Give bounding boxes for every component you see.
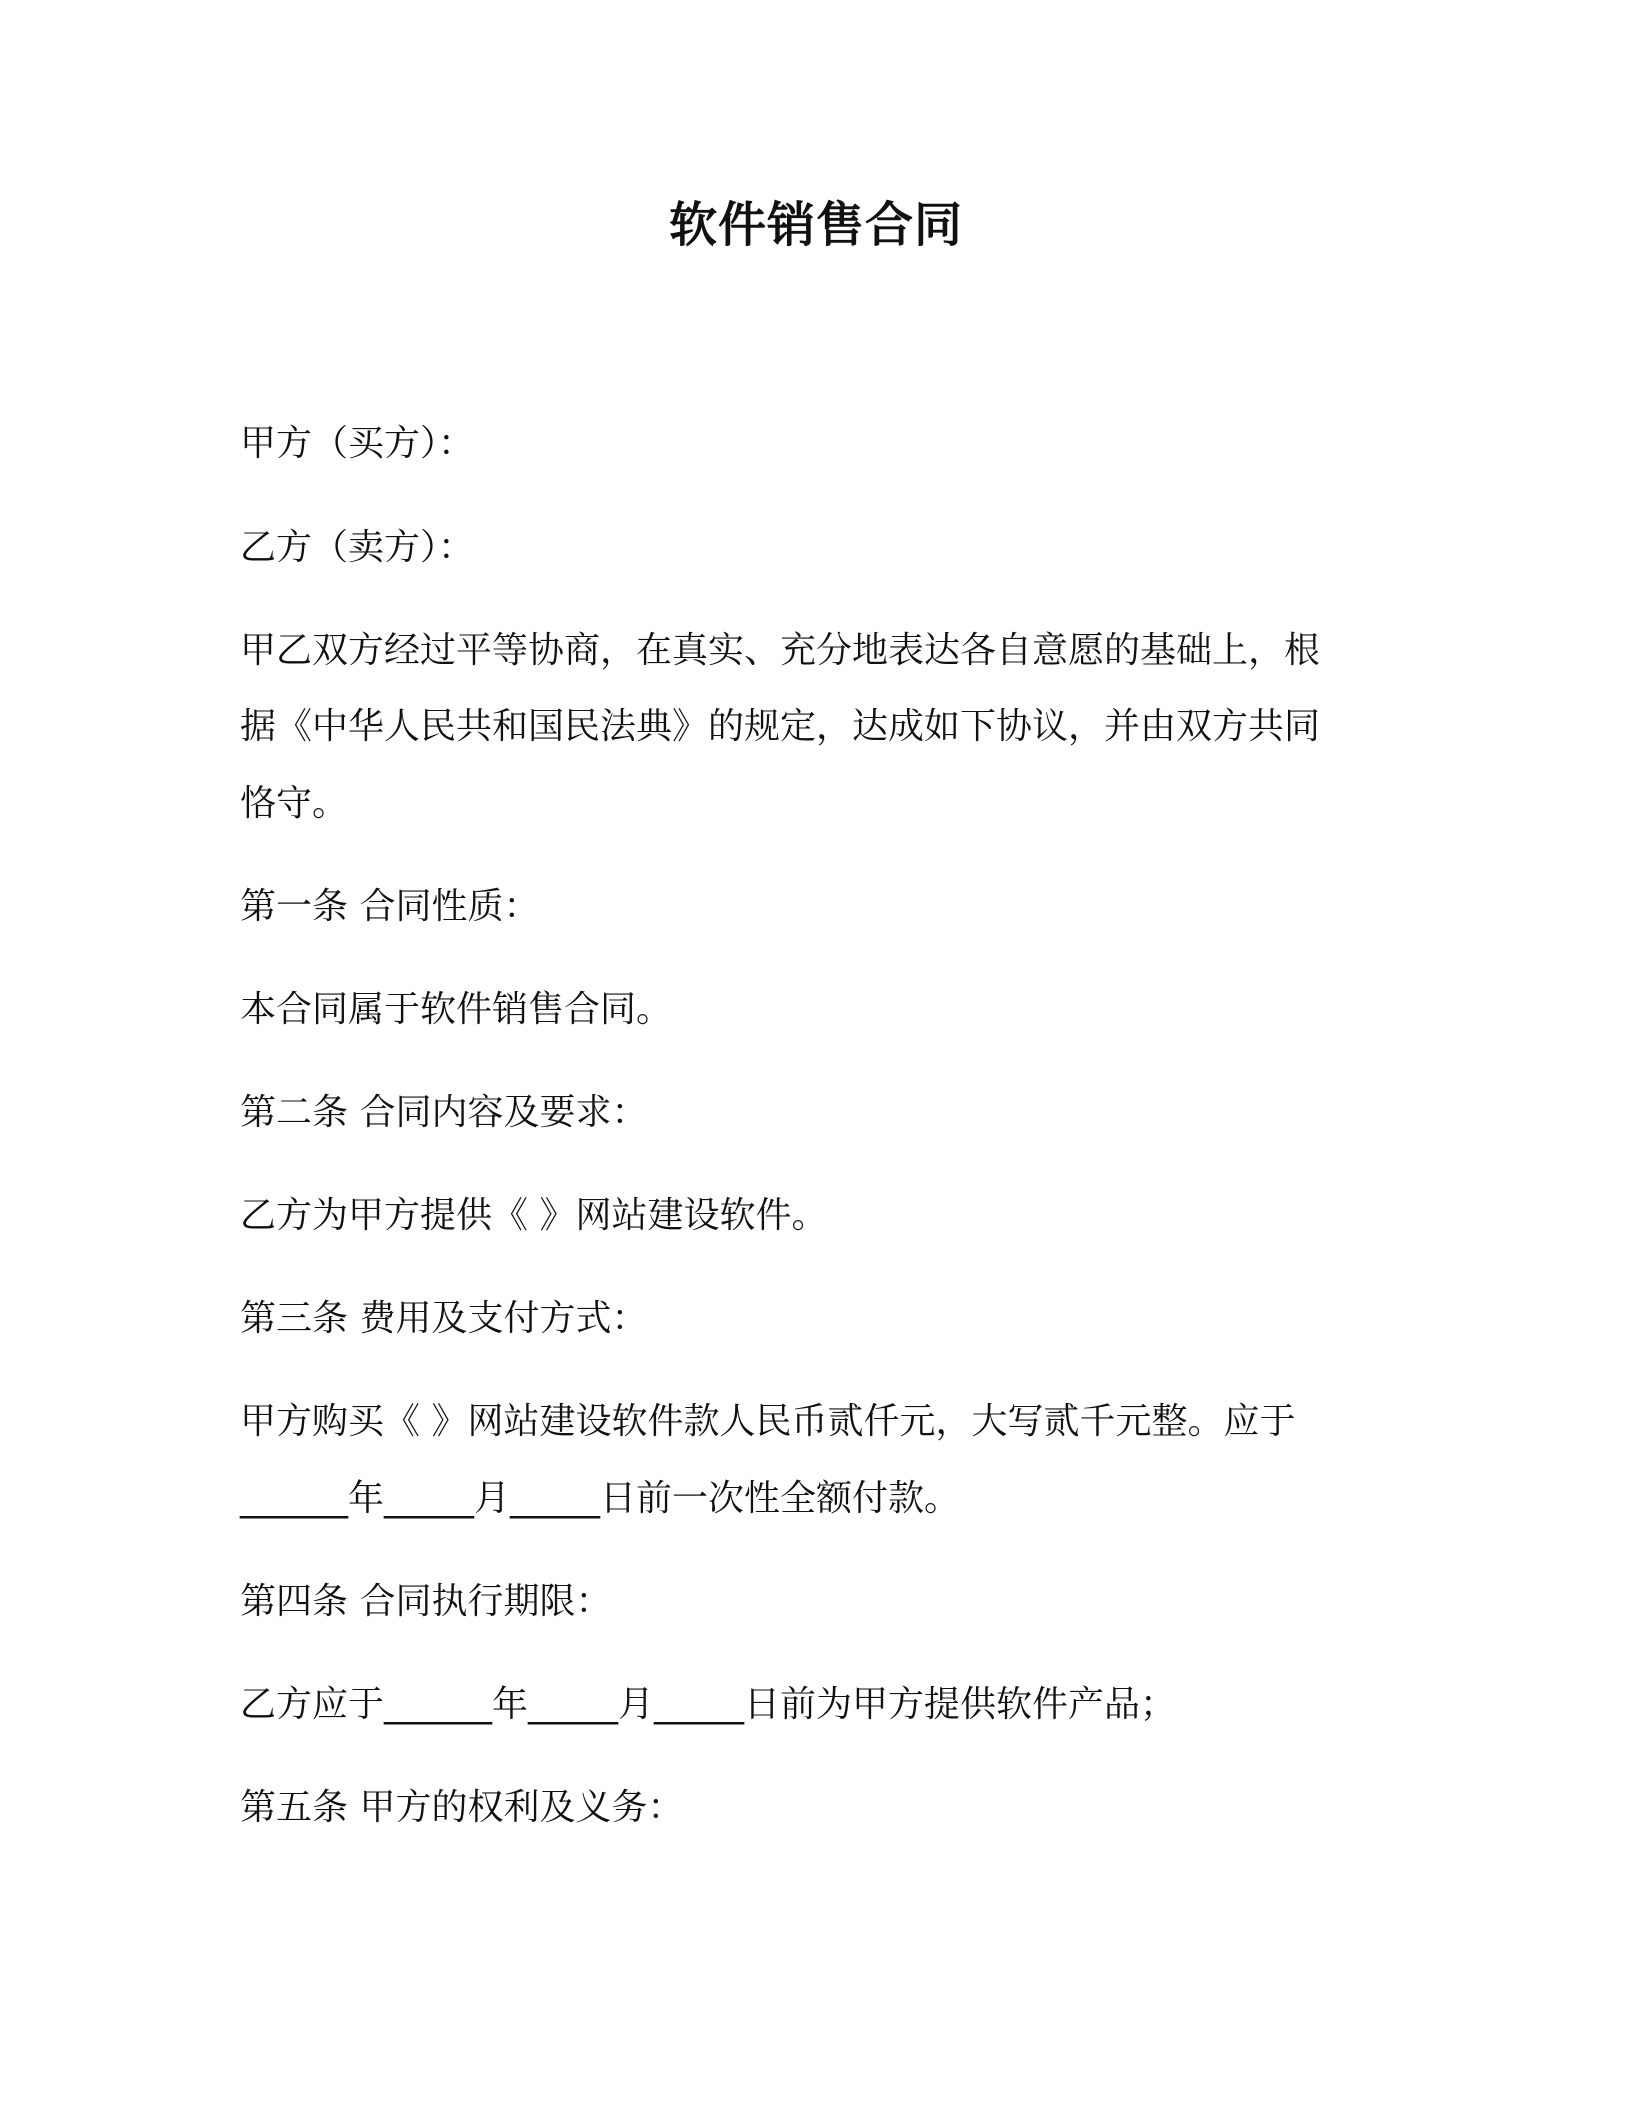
article-1-body: 本合同属于软件销售合同。 bbox=[240, 989, 673, 1030]
party-a-line: 甲方（买方）： bbox=[240, 423, 475, 464]
article-2-body: 乙方为甲方提供《 》网站建设软件。 bbox=[240, 1195, 828, 1236]
party-b-line: 乙方（卖方）： bbox=[240, 527, 475, 568]
page-title: 软件销售合同 bbox=[668, 197, 963, 253]
intro-line-3: 恪守。 bbox=[240, 783, 349, 824]
article-3-body-line-2: ______年_____月_____日前一次性全额付款。 bbox=[240, 1478, 961, 1519]
article-5-heading: 第五条 甲方的权利及义务： bbox=[240, 1787, 684, 1828]
article-2-heading: 第二条 合同内容及要求： bbox=[240, 1092, 648, 1133]
article-3-body-line-1: 甲方购买《 》网站建设软件款人民币贰仟元，大写贰千元整。应于 bbox=[240, 1401, 1296, 1442]
article-4-body: 乙方应于______年_____月_____日前为甲方提供软件产品； bbox=[240, 1684, 1177, 1725]
intro-line-1: 甲乙双方经过平等协商，在真实、充分地表达各自意愿的基础上，根 bbox=[240, 630, 1321, 671]
article-4-heading: 第四条 合同执行期限： bbox=[240, 1581, 612, 1622]
intro-line-2: 据《中华人民共和国民法典》的规定，达成如下协议，并由双方共同 bbox=[240, 706, 1321, 747]
article-3-heading: 第三条 费用及支付方式： bbox=[240, 1298, 648, 1339]
article-1-heading: 第一条 合同性质： bbox=[240, 886, 540, 927]
